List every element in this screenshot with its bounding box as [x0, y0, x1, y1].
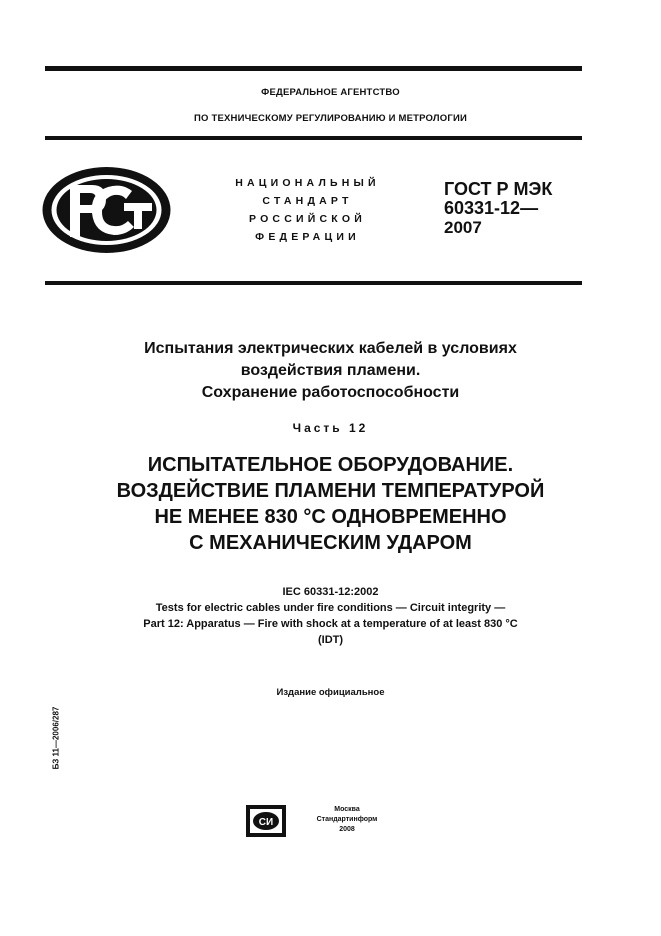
middle-rule	[45, 136, 582, 140]
side-code	[50, 690, 62, 785]
side-code-text: БЗ 11—2006/287	[51, 706, 61, 769]
part-label: Часть 12	[292, 421, 369, 435]
national-line-1: НАЦИОНАЛЬНЫЙ	[235, 177, 380, 189]
designation-line-1: ГОСТ Р МЭК	[444, 179, 553, 199]
publisher-info	[297, 805, 397, 835]
iec-line-4: (IDT)	[317, 634, 344, 646]
publisher-line-1: Москва	[334, 806, 360, 813]
main-title-line-1: ИСПЫТАТЕЛЬНОЕ ОБОРУДОВАНИЕ.	[147, 454, 514, 476]
top-rule	[45, 66, 582, 71]
title-ru-line-2: воздействия пламени.	[240, 362, 421, 379]
svg-text:СИ: СИ	[258, 817, 274, 828]
title-ru-line-3: Сохранение работоспособности	[201, 384, 460, 401]
edition-label: Издание официальное	[276, 687, 385, 698]
bottom-rule	[45, 281, 582, 285]
iec-line-3: Part 12: Apparatus — Fire with shock at a temperature of at least 830 °C	[143, 618, 518, 630]
main-title-line-3: НЕ МЕНЕЕ 830 °С ОДНОВРЕМЕННО	[154, 506, 507, 528]
designation-line-2: 60331-12—	[444, 198, 539, 218]
rst-logo-icon	[40, 165, 173, 255]
title-ru-line-1: Испытания электрических кабелей в условиях	[144, 340, 517, 357]
national-line-2: СТАНДАРТ	[262, 195, 353, 207]
national-standard-label	[210, 174, 405, 246]
iec-line-2: Tests for electric cables under fire conditions — Circuit integrity —	[155, 602, 506, 614]
main-title-line-2: ВОЗДЕЙСТВИЕ ПЛАМЕНИ ТЕМПЕРАТУРОЙ	[116, 480, 545, 502]
iec-line-1: IEC 60331-12:2002	[282, 586, 379, 598]
agency-line-2: ПО ТЕХНИЧЕСКОМУ РЕГУЛИРОВАНИЮ И МЕТРОЛОГИИ	[194, 113, 467, 124]
russian-title	[0, 338, 661, 404]
publisher-logo-icon	[246, 805, 286, 837]
agency-line-1: ФЕДЕРАЛЬНОЕ АГЕНТСТВО	[261, 87, 400, 98]
national-line-4: ФЕДЕРАЦИИ	[255, 231, 360, 243]
main-title-line-4: С МЕХАНИЧЕСКИМ УДАРОМ	[189, 532, 472, 554]
main-title	[0, 452, 661, 556]
publisher-line-3: 2008	[339, 826, 355, 833]
standard-designation	[444, 180, 552, 237]
publisher-line-2: Стандартинформ	[316, 816, 378, 823]
designation-line-3: 2007	[444, 218, 482, 237]
iec-reference	[0, 584, 661, 648]
national-line-3: РОССИЙСКОЙ	[249, 213, 366, 225]
